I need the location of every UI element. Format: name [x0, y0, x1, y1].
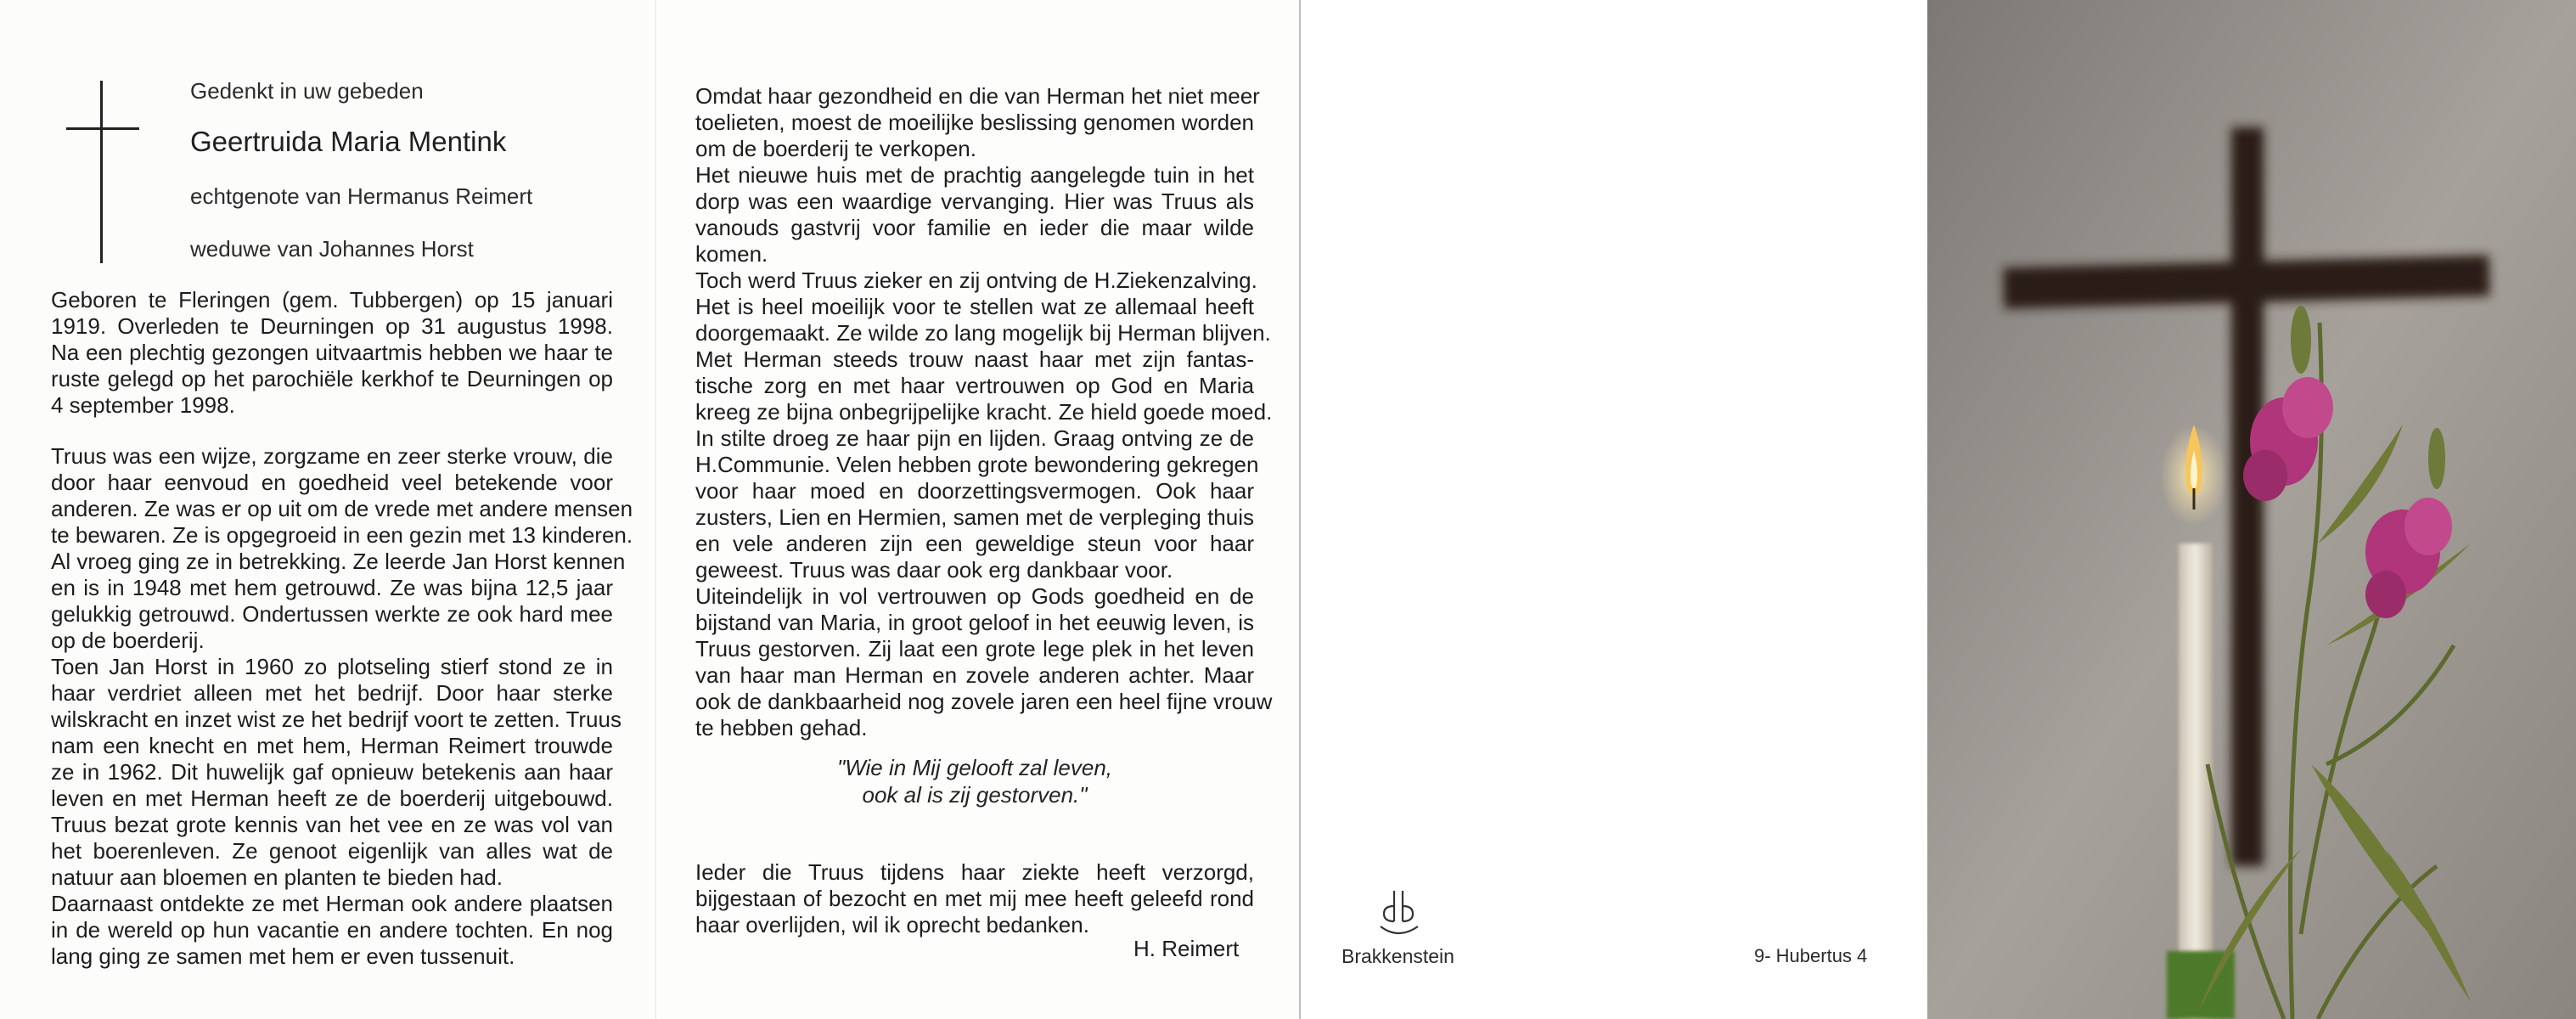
- text-line: kreeg ze bijna onbegrijpelijke kracht. Ze hield goede moed.: [695, 399, 1273, 425]
- text-line: dorp was een waardige vervanging. Hier was Truus als: [695, 189, 1254, 214]
- text-line: voor haar moed en doorzettingsvermogen. Ook haar: [695, 478, 1254, 504]
- text-line: natuur aan bloemen en planten te bieden had.: [51, 864, 503, 890]
- text-line: Al vroeg ging ze in betrekking. Ze leerde Jan Horst kennen: [51, 549, 626, 574]
- text-line: Truus gestorven. Zij laat een grote lege plek in het leven: [695, 636, 1254, 662]
- text-line: en is in 1948 met hem getrouwd. Ze was bijna 12,5 jaar: [51, 575, 613, 600]
- text-line: te bewaren. Ze is opgegroeid in een gezin met 13 kinderen.: [51, 522, 633, 548]
- quote-line: "Wie in Mij gelooft zal leven,: [836, 755, 1113, 780]
- text-line: te hebben gehad.: [695, 715, 868, 740]
- text-line: haar overlijden, wil ik oprecht bedanken.: [695, 912, 1089, 937]
- publisher-name: Brakkenstein: [1341, 945, 1454, 967]
- text-line: wilskracht en inzet wist ze het bedrijf voort te zetten. Truus: [51, 707, 622, 732]
- text-line: gelukkig getrouwd. Ondertussen werkte ze ook hard mee: [51, 601, 613, 627]
- text-line: haar verdriet alleen met het bedrijf. Door haar sterke: [51, 680, 613, 706]
- text-line: doorgemaakt. Ze wilde zo lang mogelijk bij Herman blijven.: [695, 320, 1271, 346]
- card-panel-inner-right: [655, 0, 1300, 1019]
- cross-icon: [100, 81, 103, 263]
- text-line: 1919. Overleden te Deurningen op 31 augustus 1998.: [51, 313, 613, 339]
- memorial-intro: Gedenkt in uw gebeden: [190, 78, 424, 104]
- cross-icon-bar: [66, 127, 139, 130]
- card-panel-back: [1299, 0, 1929, 1019]
- text-line: bijstand van Maria, in groot geloof in het eeuwig leven, is: [695, 610, 1254, 635]
- deceased-name: Geertruida Maria Mentink: [190, 126, 507, 157]
- quote-line: ook al is zij gestorven.": [862, 782, 1088, 808]
- text-line: Truus bezat grote kennis van het vee en ze was vol van: [51, 812, 613, 837]
- text-line: van haar man Herman en zovele anderen achter. Maar: [695, 662, 1254, 688]
- text-line: toelieten, moest de moeilijke beslissing genomen worden: [695, 110, 1254, 135]
- biography-intro: [51, 287, 613, 419]
- text-line: Toch werd Truus zieker en zij ontving de H.Ziekenzalving.: [695, 267, 1257, 293]
- text-line: zusters, Lien en Hermien, samen met de verpleging thuis: [695, 504, 1254, 530]
- text-line: om de boerderij te verkopen.: [695, 136, 976, 161]
- text-line: ook de dankbaarheid nog zovele jaren een heel fijne vrouw: [695, 689, 1273, 714]
- text-line: lang ging ze samen met hem er even tussenuit.: [51, 943, 515, 969]
- text-line: het boerenleven. Ze genoot eigenlijk van alles wat de: [51, 838, 613, 864]
- text-line: nam een knecht en met hem, Herman Reimert trouwde: [51, 733, 613, 758]
- text-line: en vele anderen zijn een geweldige steun voor haar: [695, 531, 1254, 556]
- card-panel-left: [0, 0, 655, 1019]
- text-line: Omdat haar gezondheid en die van Herman het niet meer: [695, 83, 1260, 109]
- text-line: ze in 1962. Dit huwelijk gaf opnieuw betekenis aan haar: [51, 759, 613, 785]
- spouse-line: echtgenote van Hermanus Reimert: [190, 183, 533, 209]
- publisher-logo-icon: [1375, 887, 1423, 944]
- photo-illustration: [1927, 0, 2576, 1019]
- card-photo-cross-candle: [1927, 0, 2576, 1019]
- signature: H. Reimert: [1133, 936, 1240, 961]
- print-code: 9- Hubertus 4: [1754, 945, 1868, 966]
- text-line: Geboren te Fleringen (gem. Tubbergen) op 15 januari: [51, 287, 613, 312]
- text-line: 4 september 1998.: [51, 392, 235, 418]
- scripture-quote: [695, 754, 1254, 808]
- biography-text: [51, 443, 633, 970]
- text-line: in de wereld op hun vacantie en andere tochten. En nog: [51, 917, 613, 943]
- text-line: Truus was een wijze, zorgzame en zeer sterke vrouw, die: [51, 443, 613, 469]
- text-line: Daarnaast ontdekte ze met Herman ook andere plaatsen: [51, 891, 613, 916]
- text-line: Toen Jan Horst in 1960 zo plotseling stierf stond ze in: [51, 654, 613, 679]
- text-line: anderen. Ze was er op uit om de vrede met andere mensen: [51, 496, 633, 521]
- text-line: leven en met Herman heeft ze de boerderij uitgebouwd.: [51, 785, 613, 811]
- biography-continued: [695, 83, 1273, 741]
- text-line: Ieder die Truus tijdens haar ziekte heeft verzorgd,: [695, 859, 1254, 885]
- text-line: door haar eenvoud en goedheid veel betekende voor: [51, 470, 613, 495]
- text-line: komen.: [695, 241, 768, 267]
- text-line: op de boerderij.: [51, 628, 205, 653]
- text-line: ruste gelegd op het parochiële kerkhof te Deurningen op: [51, 366, 613, 391]
- text-line: Het nieuwe huis met de prachtig aangelegde tuin in het: [695, 162, 1254, 188]
- text-line: Uiteindelijk in vol vertrouwen op Gods goedheid en de: [695, 583, 1254, 609]
- text-line: Met Herman steeds trouw naast haar met zijn fantas-: [695, 346, 1254, 372]
- text-line: H.Communie. Velen hebben grote bewondering gekregen: [695, 452, 1259, 477]
- text-line: In stilte droeg ze haar pijn en lijden. Graag ontving ze de: [695, 425, 1254, 451]
- text-line: geweest. Truus was daar ook erg dankbaar voor.: [695, 557, 1173, 583]
- widow-line: weduwe van Johannes Horst: [190, 236, 474, 262]
- text-line: Het is heel moeilijk voor te stellen wat ze allemaal heeft: [695, 294, 1254, 319]
- thanks-text: [695, 859, 1254, 938]
- text-line: Na een plechtig gezongen uitvaartmis hebben we haar te: [51, 340, 613, 365]
- text-line: tische zorg en met haar vertrouwen op God en Maria: [695, 373, 1254, 398]
- text-line: bijgestaan of bezocht en met mij mee heeft geleefd rond: [695, 886, 1254, 911]
- text-line: vanouds gastvrij voor familie en ieder die maar wilde: [695, 215, 1254, 240]
